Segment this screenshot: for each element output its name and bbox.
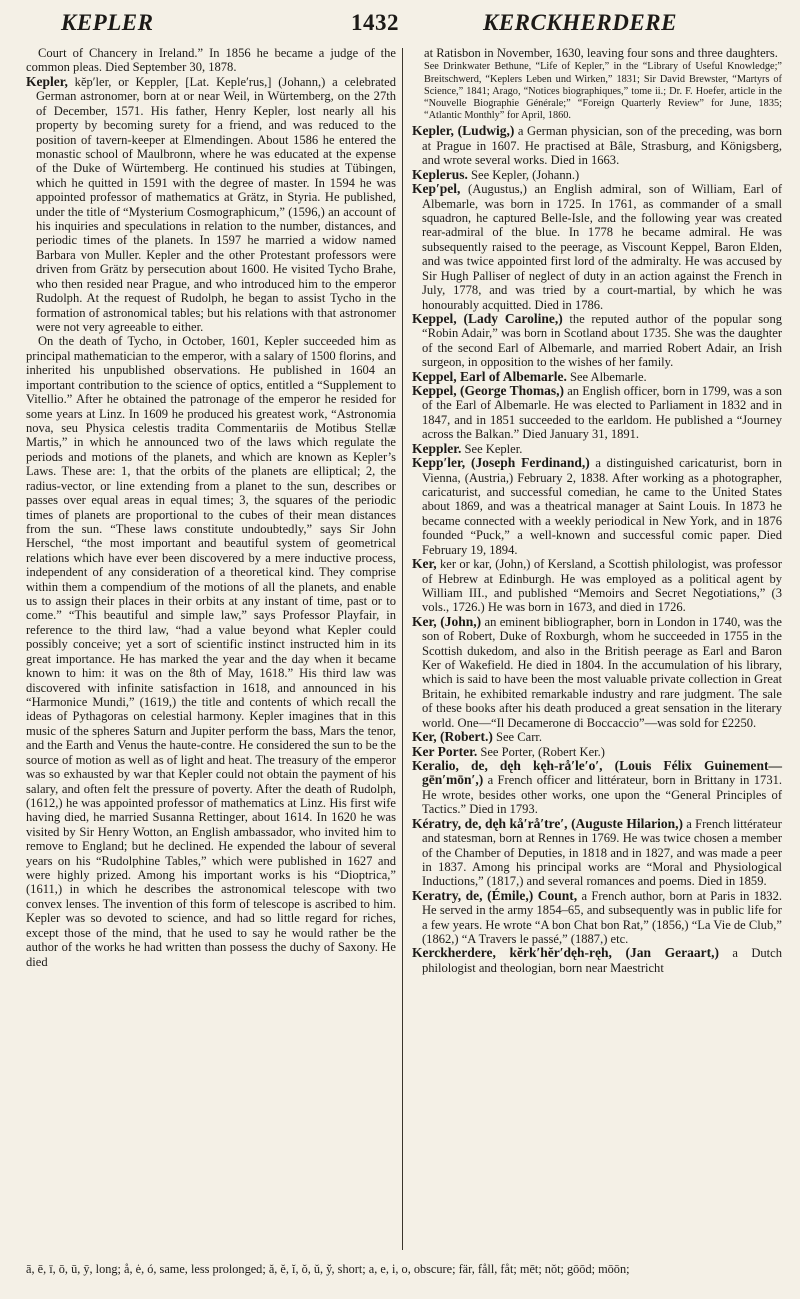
- entry-text: See Kepler.: [464, 441, 523, 456]
- paragraph: at Ratisbon in November, 1630, leaving four sons and three daughters.: [424, 46, 778, 60]
- citation-note: See Drinkwater Bethune, “Life of Kepler,” in the “Library of Useful Knowledge;” Breitschwerd, “Keplers Leben und Wirken,” 1831; Sir David Brewster, “Martyrs of Science,” 1841; Arago, “Notices biographiques,” tome ii.; Dr. F. Hoefer, article in the “Nouvelle Biographie Générale;” “Foreign Quarterly Review” for June, 1835; “Atlantic Monthly” for April, 1860.: [424, 61, 782, 122]
- entry-headword: Ker, (John,): [412, 613, 482, 629]
- dictionary-entry: [412, 312, 782, 370]
- right-column: [412, 46, 782, 975]
- entry-text: a Dutch philologist and theologian, born near Maestricht: [422, 946, 782, 975]
- entry-headword: Kepp′ler, (Joseph Ferdinand,): [412, 455, 590, 471]
- page-number: 1432: [351, 10, 399, 35]
- entry-headword: Keppel, Earl of Albemarle.: [412, 368, 567, 384]
- left-column: [26, 46, 396, 969]
- dictionary-entry: [412, 370, 782, 384]
- entry-headword: Keratry, de, (Émile,) Count,: [412, 887, 578, 903]
- entry-headword: Ker,: [412, 556, 437, 572]
- column-divider: [402, 48, 403, 1250]
- entry-text: See Albemarle.: [570, 369, 647, 384]
- dictionary-entry: [412, 168, 782, 182]
- dictionary-entry: [412, 745, 782, 759]
- entry-headword: Ker, (Robert.): [412, 729, 493, 745]
- dictionary-entry: [412, 456, 782, 557]
- paragraph: Court of Chancery in Ireland.” In 1856 he became a judge of the common pleas. Died September 30, 1878.: [26, 46, 396, 75]
- dictionary-entry: [412, 889, 782, 947]
- entry-text: See Carr.: [496, 730, 542, 745]
- dictionary-entry: [412, 759, 782, 817]
- entry-text: an eminent bibliographer, born in London in 1740, was the son of Robert, Duke of Roxburgh, whom he succeeded in 1755 in the Scottish dukedom, and also in the British peerage as Earl and Baron Ker of Wakefield. He died in 1804. In the accumulation of his library, which is said to have been the most valuable private collection in Great Britain, he exhibited remarkable industry and rare judgment. The sale of these books after his death produced a great sensation in the literary world. One—“Il Decamerone di Boccaccio”—was sold for £2250.: [422, 614, 782, 730]
- entry-headword: Keppel, (George Thomas,): [412, 383, 565, 399]
- dictionary-entry: [26, 75, 396, 335]
- entry-headword: Kepler, (Ludwig,): [412, 123, 515, 139]
- paragraph: On the death of Tycho, in October, 1601, Kepler succeeded him as principal mathematician to the emperor, with a salary of 1500 florins, and inherited his unpublished observations. He published in 1604 an important contribution to the science of optics, entitled a “Supplement to Vitellio.” After he obtained the patronage of the emperor he resided for some years at Linz. In 1609 he produced his greatest work, “Astronomia nova, seu Physica celestis tradita Commentariis de Motibus Stellæ Martis,” in which he announced two of the laws which regulate the periods and motions of the planets, and which are known as Kepler’s Laws. These are: 1, that the orbits of the planets are elliptical; 2, the radius-vector, or line extending from a planet to the sun, describes or passes over equal areas in equal times; 3, the squares of the periodic times of planets are proportional to the cubes of their mean distances from the sun. “These laws constitute undoubtedly,” says Sir John Herschel, “the most important and beautiful system of geometrical relations which have ever been discovered by a mere inductive process, independent of any consideration of a theoretical kind. They comprise within them a compendium of the motions of all the planets, and enable us to assign their places in their orbits at any instant of time, past or to come.” “This beautiful and simple law,” says Professor Playfair, in reference to the third law, “had a value beyond what Kepler could possibly conceive; yet a sort of scientific instinct instructed him in its great importance. He has marked the year and the day when it became known to him: it was on the 8th of May, 1618.” His third law was discovered with infinite satisfaction in 1618, and announced in his “Harmonice Mundi,” (1619,) the title and contents of which recall the ideas of Pythagoras on celestial harmony. Kepler imagines that in this music of the spheres Saturn and Jupiter perform the bass, Mars the tenor, and the Earth and Venus the haute-contre. He considered the sun to be the source of motion as well as of light and heat. The treasury of the emperor was so exhausted by war that Kepler could not obtain the payment of his salary, and often felt the pressure of poverty. After the death of Rudolph, (1612,) he was appointed professor of mathematics at Linz. His first wife having died, he married Susanna Rettinger, about 1614. In 1620 he was visited by Sir Henry Wotton, an English ambassador, who invited him to remove to England; but he declined. He expended the labour of several years on his “Rudolphine Tables,” which were published in 1627 and were highly prized. Among his important works is his “Dioptrica,” (1611,) in which he describes the astronomical telescope with two convex lenses. The invention of this form of telescope is ascribed to him. Kepler was so devoted to science, and had so little regard for riches, except those of the mind, that he used to say he would rather be the author of the works he had written than possess the duchy of Saxony. He died: [26, 334, 396, 969]
- entry-text: (Augustus,) an English admiral, son of William, Earl of Albemarle, was born in 1725. In 1761, as commander of a small squadron, he captured Belle-Isle, and the following year was created rear-admiral of the blue. In 1778 he became admiral. He was subsequently raised to the peerage, as Viscount Keppel, Baron Elden, and was twice appointed first lord of the admiralty. He was accused by Sir Hugh Palliser of neglect of duty in an action against the French in July, 1778, and was tried by a court-martial, by which he was honourably acquitted. Died in 1786.: [422, 182, 782, 312]
- entry-headword: Keppel, (Lady Caroline,): [412, 310, 563, 326]
- dictionary-entry: [412, 946, 782, 975]
- running-header: [26, 6, 776, 42]
- dictionary-entry: [412, 557, 782, 615]
- entry-headword: Keralio, de, dęh kęh-rå′le′o′, (Louis Félix Guinement—gēn′mōn′,): [412, 758, 782, 788]
- entry-text: a French author, born at Paris in 1832. He served in the army 1854–65, and subsequently was in public life for a few years. He wrote “A bon Chat bon Rat,” (1856,) “La Vie de Club,” (1862,) “A Travers le passé,” (1887,) etc.: [422, 888, 782, 947]
- dictionary-entry: [412, 182, 782, 312]
- entry-text: ker or kar, (John,) of Kersland, a Scottish philologist, was professor of Hebrew at Edinburgh. He was employed as a political agent by William III., and published “Memoirs and Secret Negotiations,” (3 vols., 1726.) He was born in 1673, and died in 1726.: [422, 557, 783, 615]
- dictionary-entry: [412, 442, 782, 456]
- header-left-title: KEPLER: [61, 10, 154, 35]
- entry-headword: Keplerus.: [412, 166, 468, 182]
- dictionary-entry: [412, 730, 782, 744]
- entry-headword: Ker Porter.: [412, 743, 478, 759]
- entry-headword: Kerckherdere, kĕrk′hĕr′dęh-ręh, (Jan Geraart,): [412, 945, 719, 961]
- dictionary-entry: [412, 615, 782, 730]
- entry-headword: Keppler.: [412, 440, 462, 456]
- entry-text: kĕp′ler, or Keppler, [Lat. Keple′rus,] (Johann,) a celebrated German astronomer, born at or near Weil, in Würtemberg, on the 27th of December, 1571. His father, Henry Kepler, lost nearly all his property by becoming surety for a friend, and was reduced to the position of tavern-keeper at Elmendingen. About 1586 he entered the monastic school of Maulbronn, where he was educated at the expense of the Duke of Würtemberg. He continued his studies at Tübingen, which he quitted in 1591 with the degree of master. In 1594 he was appointed professor of mathematics at Grätz, in Styria. He published, under the title of “Mysterium Cosmographicum,” (1596,) an account of his inquiries and speculations in relation to the number, distances, and periodic times of the planets. In 1597 he married a widow named Barbara von Muller. Kepler and the other Protestant professors were driven from Grätz by persecution about 1600. He visited Tycho Brahe, who then resided near Prague, and who introduced him to the emperor Rudolph. At the request of Rudolph, he began to assist Tycho in the formation of astronomical tables; but his relations with that astronomer were not very agreeable to either.: [36, 74, 396, 335]
- dictionary-entry: [412, 384, 782, 442]
- dictionary-entry: [412, 124, 782, 167]
- entry-text: a French officer and littérateur, born in Brittany in 1731. He wrote, besides other works, one upon the “General Principles of Tactics.” Died in 1793.: [422, 773, 783, 817]
- entry-text: an English officer, born in 1799, was a son of the Earl of Albemarle. He was elected to Parliament in 1832 and in 1847, and in 1851 succeeded to the earldom. He published a “Journey across the Balkan.” Died January 31, 1891.: [422, 384, 782, 442]
- entry-text: See Porter, (Robert Ker.): [480, 744, 605, 759]
- pronunciation-key: ā, ē, ī, ō, ū, ȳ, long; å, ė, ó, same, less prolonged; ă, ĕ, ĭ, ŏ, ŭ, y̆, short; a, e, i, o, obscure; fär, fåll, fåt; mēt; nŏt; gōōd; mōōn;: [26, 1262, 630, 1276]
- entry-text: a distinguished caricaturist, born in Vienna, (Austria,) February 2, 1838. After working as a photographer, caricaturist, and successful comedian, he came to the United States about 1869, and was a theatrical manager at Saint Louis. In 1873 he became connected with a weekly periodical in New York, and in 1876 founded “Puck,” a well-known and successful comic paper. Died February 19, 1894.: [422, 456, 782, 557]
- header-right-title: KERCKHERDERE: [483, 10, 677, 35]
- entry-headword: Kératry, de, dęh kå′rå′tre′, (Auguste Hilarion,): [412, 815, 683, 831]
- entry-text: See Kepler, (Johann.): [471, 167, 580, 182]
- entry-text: the reputed author of the popular song “Robin Adair,” was born in Scotland about 1735. She was the daughter of the second Earl of Albemarle, and married Robert Adair, an Irish surgeon, in opposition to the wishes of her family.: [422, 311, 782, 370]
- entry-text: a French littérateur and statesman, born at Rennes in 1769. He was twice chosen a member of the Chamber of Deputies, in 1818 and in 1827, and was made a peer in 1837. Among his principal works are “Moral and Physiological Inductions,” (1817,) and several romances and poems. Died in 1859.: [422, 816, 782, 889]
- entry-headword: Kep′pel,: [412, 181, 461, 197]
- entry-headword: Kepler,: [26, 73, 68, 89]
- entry-text: a German physician, son of the preceding, was born at Prague in 1607. He practised at Bâle, Strasburg, and Königsberg, and wrote several works. Died in 1663.: [422, 124, 782, 168]
- dictionary-entry: [412, 817, 782, 889]
